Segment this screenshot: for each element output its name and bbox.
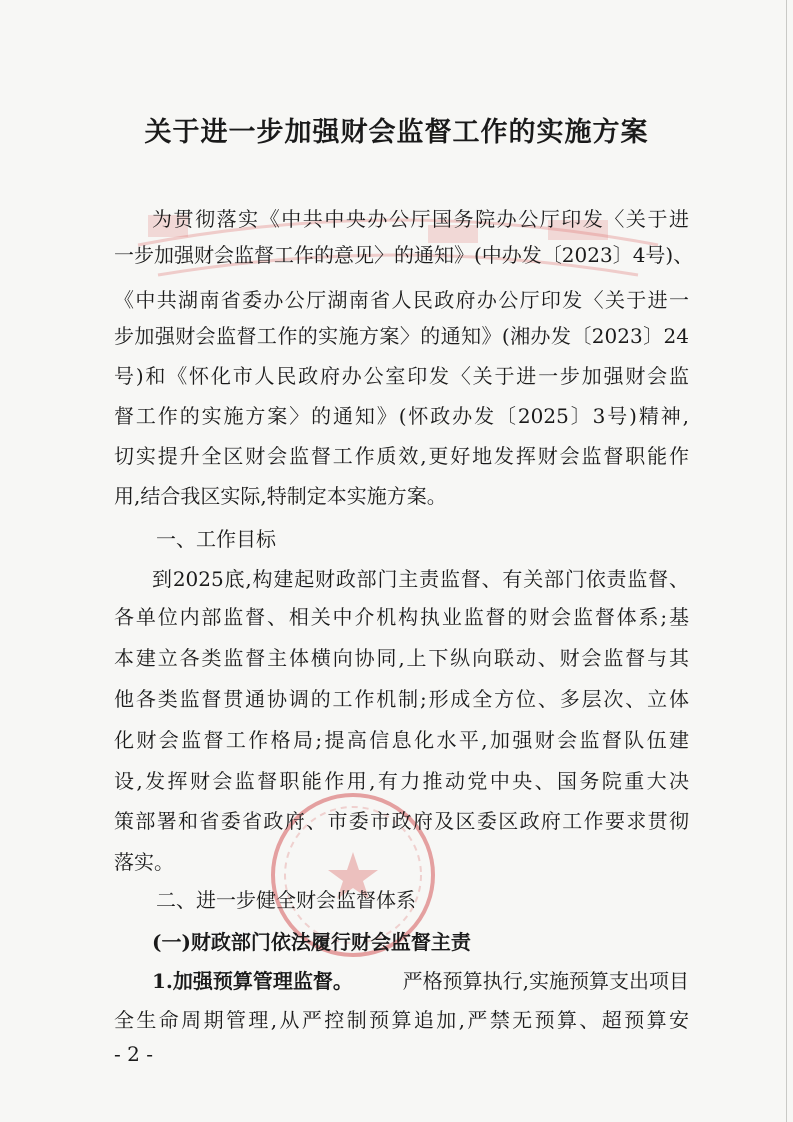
paragraph-line: 到2025底,构建起财政部门主责监督、有关部门依责监督、 [152, 567, 689, 591]
paragraph-line: 切实提升全区财会监督工作质效,更好地发挥财会监督职能作 [114, 444, 689, 468]
section-heading: 二、进一步健全财会监督体系 [156, 888, 416, 912]
page-number: - 2 - [114, 1042, 153, 1066]
paragraph-line: 步加强财会监督工作的实施方案〉的通知》(湘办发〔2023〕24 [114, 324, 689, 348]
paragraph-line: 他各类监督贯通协调的工作机制;形成全方位、多层次、立体 [114, 687, 689, 711]
item-heading: 1.加强预算管理监督。 [152, 969, 353, 993]
paragraph-line: 全生命周期管理,从严控制预算追加,严禁无预算、超预算安 [114, 1008, 689, 1032]
paragraph-line: 一步加强财会监督工作的意见〉的通知》(中办发〔2023〕4号)、 [114, 243, 694, 267]
paragraph-line: 为贯彻落实《中共中央办公厅国务院办公厅印发〈关于进 [152, 207, 689, 231]
section-heading: 一、工作目标 [156, 527, 276, 551]
paragraph-line: 《中共湖南省委办公厅湖南省人民政府办公厅印发〈关于进一 [114, 288, 689, 312]
paragraph-line: 化财会监督工作格局;提高信息化水平,加强财会监督队伍建 [114, 728, 689, 752]
paragraph-line: 本建立各类监督主体横向协同,上下纵向联动、财会监督与其 [114, 646, 689, 670]
paragraph-line: 设,发挥财会监督职能作用,有力推动党中央、国务院重大决 [114, 769, 689, 793]
paragraph-line: 各单位内部监督、相关中介机构执业监督的财会监督体系;基 [114, 605, 689, 629]
paragraph-line: 用,结合我区实际,特制定本实施方案。 [114, 484, 447, 508]
paragraph-line: 策部署和省委省政府、市委市政府及区委区政府工作要求贯彻 [114, 809, 689, 833]
paragraph-line-composite [152, 968, 689, 994]
paragraph-line: 落实。 [114, 850, 174, 874]
subsection-heading: (一)财政部门依法履行财会监督主责 [152, 930, 471, 954]
paragraph-line: 督工作的实施方案〉的通知》(怀政办发〔2025〕3号)精神, [114, 404, 689, 428]
document-title: 关于进一步加强财会监督工作的实施方案 [144, 117, 649, 148]
paragraph-line: 号)和《怀化市人民政府办公室印发〈关于进一步加强财会监 [114, 364, 689, 388]
page-edge [786, 0, 787, 1122]
item-text: 严格预算执行,实施预算支出项目 [402, 969, 689, 993]
